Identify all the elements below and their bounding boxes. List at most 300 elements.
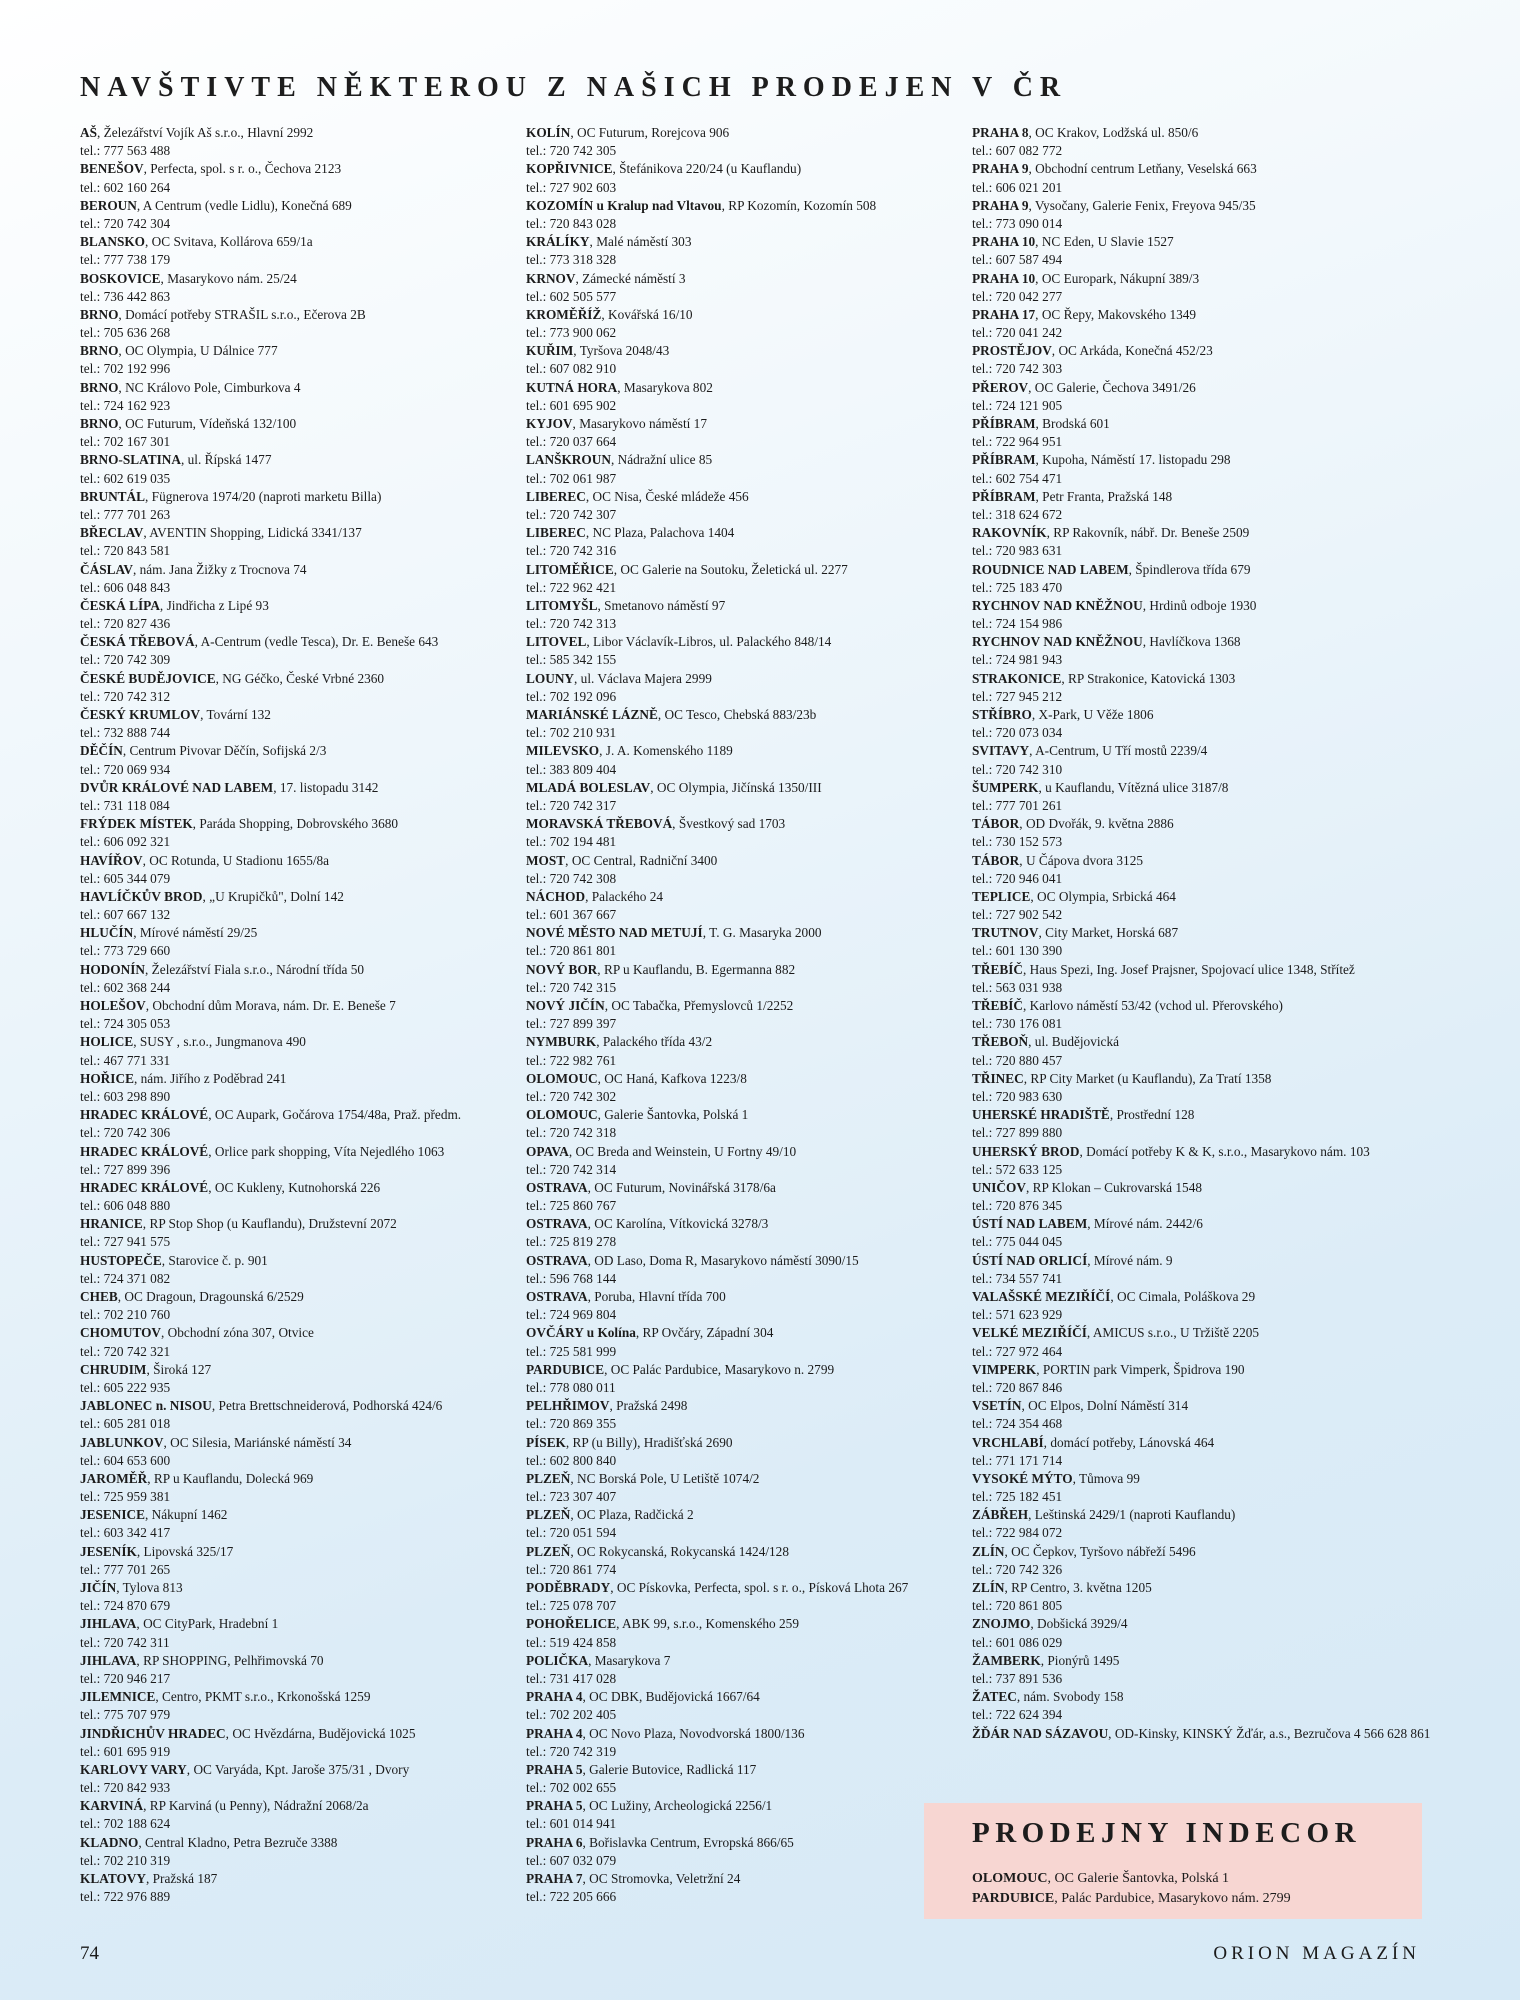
store-entry [972,306,1432,342]
store-address-line [526,1143,971,1161]
store-phone: tel.: 777 563 488 [80,143,171,159]
store-phone: tel.: 606 021 201 [972,179,1063,195]
store-address-line [972,342,1432,360]
store-entry [526,1215,971,1251]
store-entry [526,1361,971,1397]
store-city: PRAHA 17 [972,306,1036,322]
store-entry [80,742,525,778]
store-entry [526,924,971,960]
store-phone: tel.: 702 061 987 [526,470,617,486]
store-address: , OD Dvořák, 9. května 2886 [1019,816,1174,832]
store-entry [972,742,1432,778]
store-city: VELKÉ MEZIŘÍČÍ [972,1325,1087,1341]
store-address: , Štefánikova 220/24 (u Kauflandu) [612,161,802,177]
store-city: BRNO [80,416,119,431]
store-address: , Dobšická 3929/4 [1030,1616,1128,1632]
store-phone: tel.: 775 707 979 [80,1707,171,1723]
store-entry [80,997,525,1033]
store-address-line [80,233,525,251]
store-entry [80,1397,525,1433]
store-address-line [80,197,525,215]
store-entry [526,415,971,451]
store-address-line [526,633,971,651]
store-address: , Fügnerova 1974/20 (naproti marketu Billa) [145,488,382,504]
store-phone: tel.: 318 624 672 [972,506,1063,522]
store-address: , OC Europark, Nákupní 389/3 [1035,270,1200,286]
store-address-line [80,1434,525,1452]
store-address: , Pražská 187 [146,1871,218,1886]
store-address-line [972,633,1432,651]
store-address: , Masarykovo náměstí 17 [572,416,707,431]
store-address-line [972,1652,1432,1670]
store-entry [972,997,1432,1033]
store-address: , RP Rakovník, nábř. Dr. Beneše 2509 [1046,525,1250,541]
store-entry [972,1252,1432,1288]
store-phone: tel.: 605 281 018 [80,1416,171,1432]
store-phone: tel.: 736 442 863 [80,288,171,304]
store-address-line [972,597,1432,615]
store-phone: tel.: 720 742 303 [972,361,1063,377]
store-address-line [972,742,1432,760]
store-city: PRAHA 4 [526,1689,583,1705]
store-phone: tel.: 720 867 846 [972,1379,1063,1395]
store-address: , Karlovo náměstí 53/42 (vchod ul. Přerovského) [1023,998,1283,1013]
store-entry [80,451,525,487]
store-entry [972,1179,1432,1215]
store-city: PRAHA 6 [526,1834,583,1850]
store-entry [526,1397,971,1433]
store-city: VYSOKÉ MÝTO [972,1470,1073,1486]
store-address-line [526,1397,971,1415]
store-entry [526,961,971,997]
store-address-line [80,1870,525,1888]
store-address-line [80,706,525,724]
store-city: KOLÍN [526,125,571,140]
store-city: ČESKÁ LÍPA [80,597,160,613]
store-entry [526,1070,971,1106]
store-entry [526,1688,971,1724]
store-address: , J. A. Komenského 1189 [599,743,733,759]
store-address: , City Market, Horská 687 [1038,925,1179,941]
store-address-line [80,270,525,288]
store-address: , Starovice č. p. 901 [161,1252,268,1268]
store-phone: tel.: 702 202 405 [526,1707,617,1723]
store-address: , OC Stromovka, Veletržní 24 [582,1871,741,1886]
store-entry [80,1797,525,1833]
store-address-line [80,888,525,906]
store-phone: tel.: 727 902 603 [526,179,617,195]
store-address-line [80,1652,525,1670]
store-address: , RP u Kauflandu, B. Egermanna 882 [597,961,796,977]
indecor-address: , OC Galerie Šantovka, Polská 1 [1047,1871,1230,1886]
store-phone: tel.: 705 636 268 [80,325,171,341]
store-city: NYMBURK [526,1034,597,1050]
store-address: , OC Hvězdárna, Budějovická 1025 [225,1725,416,1741]
store-address-line [80,561,525,579]
store-entry [526,1761,971,1797]
store-address: , ul. Budějovická [1028,1034,1120,1050]
store-address-line [526,1324,971,1342]
store-entry [526,1106,971,1142]
store-address-line [80,306,525,324]
store-entry [972,961,1432,997]
store-address: , X-Park, U Věže 1806 [1031,707,1154,722]
store-address: , AVENTIN Shopping, Lidická 3341/137 [143,525,362,541]
store-city: LITOMĚŘICE [526,561,614,577]
store-entry [80,270,525,306]
store-address-line [80,597,525,615]
store-city: JABLONEC n. NISOU [80,1398,212,1414]
store-entry [80,1470,525,1506]
store-address-line [526,1761,971,1779]
store-entry [972,1215,1432,1251]
store-city: PARDUBICE [526,1361,605,1377]
store-address: , OC Lužiny, Archeologická 2256/1 [582,1798,773,1814]
store-phone: tel.: 724 981 943 [972,652,1063,668]
store-address: , OC Elpos, Dolní Náměstí 314 [1021,1398,1189,1414]
store-address-line [526,1652,971,1670]
store-phone: tel.: 720 073 034 [972,725,1063,741]
store-address: , Orlice park shopping, Víta Nejedlého 1063 [208,1143,445,1159]
store-city: PLZEŇ [526,1507,571,1523]
store-city: ČÁSLAV [80,561,133,577]
store-address-line [972,197,1432,215]
store-phone: tel.: 702 167 301 [80,434,171,450]
store-address-line [80,1252,525,1270]
store-city: AŠ [80,125,97,140]
store-city: KOZOMÍN u Kralup nad Vltavou [526,197,722,213]
store-address-line [80,670,525,688]
store-phone: tel.: 724 870 679 [80,1598,171,1614]
store-address: , Domácí potřeby K & K, s.r.o., Masarykovo nám. 103 [1079,1143,1370,1159]
store-address: , OC Novo Plaza, Novodvorská 1800/136 [582,1725,805,1741]
store-entry [972,706,1432,742]
store-entry [972,1143,1432,1179]
store-entry [80,815,525,851]
store-phone: tel.: 724 162 923 [80,397,171,413]
store-entry [972,670,1432,706]
store-city: SVITAVY [972,743,1030,759]
store-entry [80,961,525,997]
store-phone: tel.: 720 742 317 [526,797,617,813]
store-address-line [972,706,1432,724]
store-city: OLOMOUC [526,1070,598,1086]
store-city: HRANICE [80,1216,143,1232]
store-address: , OC Haná, Kafkova 1223/8 [597,1070,747,1086]
store-phone: tel.: 720 742 312 [80,688,171,704]
store-address: , Tovární 132 [200,707,271,722]
store-entry [526,160,971,196]
store-entry [80,924,525,960]
store-city: LITOMYŠL [526,597,598,613]
store-city: ŽĎÁR NAD SÁZAVOU [972,1725,1109,1741]
store-phone: tel.: 571 623 929 [972,1307,1063,1323]
store-phone: tel.: 720 742 316 [526,543,617,559]
store-city: PRAHA 8 [972,125,1029,140]
store-address-line [80,488,525,506]
store-address: , RP City Market (u Kauflandu), Za Tratí 1358 [1023,1070,1272,1086]
store-address: , OC Breda and Weinstein, U Fortny 49/10 [568,1143,797,1159]
store-city: HRADEC KRÁLOVÉ [80,1107,209,1123]
store-phone: tel.: 720 946 217 [80,1670,171,1686]
store-phone: tel.: 601 130 390 [972,943,1063,959]
store-address: , Hrdinů odboje 1930 [1142,597,1257,613]
store-city: TÁBOR [972,816,1020,832]
store-address: , Domácí potřeby STRAŠIL s.r.o., Ečerova 2B [118,306,366,322]
store-address-line [972,1106,1432,1124]
store-address: , Brodská 601 [1035,416,1110,431]
store-phone: tel.: 720 861 805 [972,1598,1063,1614]
store-phone: tel.: 720 037 664 [526,434,617,450]
store-address: , OC Palác Pardubice, Masarykovo n. 2799 [604,1361,835,1377]
store-entry [526,488,971,524]
store-address-line [526,306,971,324]
store-city: DVŮR KRÁLOVÉ NAD LABEM [80,779,274,795]
store-address-line [526,1688,971,1706]
indecor-city: OLOMOUC [972,1871,1048,1886]
store-phone: tel.: 777 701 265 [80,1561,171,1577]
store-phone: tel.: 702 210 931 [526,725,617,741]
store-city: PROSTĚJOV [972,343,1052,359]
store-address-line [526,1543,971,1561]
store-city: ZLÍN [972,1580,1005,1595]
store-city: HODONÍN [80,961,146,977]
store-address: , Obchodní dům Morava, nám. Dr. E. Beneše 7 [145,998,396,1013]
store-address-line [526,1834,971,1852]
store-entry [526,779,971,815]
store-city: PŘÍBRAM [972,416,1036,431]
store-city: ČESKÁ TŘEBOVÁ [80,634,195,650]
store-entry [80,670,525,706]
indecor-store [972,1869,1412,1889]
store-address-line [80,852,525,870]
store-entry [526,1434,971,1470]
store-city: HRADEC KRÁLOVÉ [80,1143,209,1159]
store-entry [972,1579,1432,1615]
store-entry [972,379,1432,415]
store-address-line [526,1361,971,1379]
store-entry [526,997,971,1033]
store-address-line [972,379,1432,397]
store-address-line [972,561,1432,579]
store-phone: tel.: 602 754 471 [972,470,1063,486]
store-city: ŽAMBERK [972,1652,1041,1668]
store-phone: tel.: 778 080 011 [526,1379,616,1395]
store-city: KOPŘIVNICE [526,161,613,177]
store-entry [526,233,971,269]
store-city: KYJOV [526,416,573,431]
store-city: PRAHA 4 [526,1725,583,1741]
store-city: OSTRAVA [526,1252,588,1268]
store-address: , Nákupní 1462 [145,1507,228,1523]
store-entry [80,233,525,269]
store-city: VSETÍN [972,1398,1022,1414]
store-address-line [80,124,525,142]
store-phone: tel.: 724 354 468 [972,1416,1063,1432]
store-address: , Švestkový sad 1703 [672,816,786,832]
store-city: UNIČOV [972,1179,1026,1195]
store-city: ČESKÝ KRUMLOV [80,707,201,722]
store-address: , Centro, PKMT s.r.o., Krkonošská 1259 [155,1689,371,1705]
store-address: , NC Eden, U Slavie 1527 [1035,234,1174,250]
store-entry [972,1106,1432,1142]
store-address: , Malé náměstí 303 [589,234,692,250]
store-city: PRAHA 9 [972,197,1029,213]
store-city: TÁBOR [972,852,1020,868]
store-city: CHOMUTOV [80,1325,162,1341]
indecor-title: PRODEJNY INDECOR [972,1817,1362,1849]
store-address-line [80,1324,525,1342]
store-entry [972,451,1432,487]
store-entry [80,597,525,633]
store-address: , Perfecta, spol. s r. o., Čechova 2123 [143,161,342,177]
store-address: , 17. listopadu 3142 [273,779,379,795]
store-address-line [526,815,971,833]
store-city: KLATOVY [80,1871,147,1886]
store-entry [972,1506,1432,1542]
store-phone: tel.: 572 633 125 [972,1161,1063,1177]
store-phone: tel.: 605 222 935 [80,1379,171,1395]
store-address: , OC Futurum, Novinářská 3178/6a [587,1179,776,1195]
store-city: TEPLICE [972,888,1031,904]
store-address-line [526,779,971,797]
store-phone: tel.: 720 742 311 [80,1634,170,1650]
store-city: OSTRAVA [526,1216,588,1232]
store-city: OLOMOUC [526,1107,598,1123]
store-address-line [526,1215,971,1233]
store-city: STŘÍBRO [972,707,1032,722]
indecor-store [972,1889,1412,1909]
store-address: , Vysočany, Galerie Fenix, Freyova 945/35 [1028,197,1256,213]
store-address-line [972,1288,1432,1306]
store-address-line [526,270,971,288]
store-address: , RP Stop Shop (u Kauflandu), Družstevní 2072 [142,1216,397,1232]
store-entry [972,233,1432,269]
store-address-line [526,1179,971,1197]
store-address-line [972,779,1432,797]
store-address-line [80,415,525,433]
store-address-line [972,1434,1432,1452]
store-entry [972,488,1432,524]
store-entry [972,924,1432,960]
store-city: LITOVEL [526,634,587,650]
store-entry [972,1615,1432,1651]
store-phone: tel.: 702 002 655 [526,1780,617,1796]
store-phone: tel.: 585 342 155 [526,652,617,668]
store-city: RYCHNOV NAD KNĚŽNOU [972,634,1143,650]
store-phone: tel.: 720 742 318 [526,1125,617,1141]
store-phone: tel.: 727 899 396 [80,1161,171,1177]
store-entry [972,1652,1432,1688]
store-city: PRAHA 7 [526,1871,583,1886]
store-entry [972,270,1432,306]
store-entry [80,1070,525,1106]
store-phone: tel.: 722 962 421 [526,579,617,595]
store-entry [80,1506,525,1542]
store-city: RYCHNOV NAD KNĚŽNOU [972,597,1143,613]
store-city: VALAŠSKÉ MEZIŘÍČÍ [972,1289,1111,1304]
store-phone: tel.: 720 051 594 [526,1525,617,1541]
store-address-line [526,706,971,724]
store-entry [972,124,1432,160]
store-address-line [80,1688,525,1706]
store-address: , Tyršova 2048/43 [573,343,670,359]
store-address-line [972,888,1432,906]
store-entry [80,1615,525,1651]
store-address: , nám. Jana Žižky z Trocnova 74 [132,561,307,577]
store-entry [80,561,525,597]
store-city: DĚČÍN [80,743,123,759]
store-city: TŘEBÍČ [972,998,1023,1013]
store-entry [80,415,525,451]
store-phone: tel.: 773 900 062 [526,325,617,341]
store-phone: tel.: 720 742 326 [972,1561,1063,1577]
store-address-line [526,742,971,760]
store-city: ÚSTÍ NAD ORLICÍ [972,1252,1088,1268]
store-address: , OC Silesia, Mariánské náměstí 34 [163,1434,352,1450]
store-entry [526,597,971,633]
store-entry [80,197,525,233]
store-city: TŘEBÍČ [972,961,1023,977]
store-city: BENEŠOV [80,161,144,177]
store-entry [526,1543,971,1579]
store-entry [526,1579,971,1615]
store-address: , OC Galerie na Soutoku, Želetická ul. 2277 [613,561,848,577]
store-address-line [972,1033,1432,1051]
store-entry [972,1688,1432,1724]
store-address: , T. G. Masaryka 2000 [702,925,822,941]
store-phone: tel.: 602 368 244 [80,979,171,995]
store-phone: tel.: 720 843 581 [80,543,171,559]
store-entry [526,1834,971,1870]
store-city: HAVLÍČKŮV BROD [80,888,203,904]
store-phone: tel.: 720 742 306 [80,1125,171,1141]
store-entry [526,1143,971,1179]
store-city: LOUNY [526,670,575,686]
store-address: , Poruba, Hlavní třída 700 [587,1289,726,1304]
store-phone: tel.: 720 742 313 [526,616,617,632]
store-phone: tel.: 702 188 624 [80,1816,171,1832]
store-entry [80,124,525,160]
store-phone: tel.: 720 869 355 [526,1416,617,1432]
store-address: , NG Géčko, České Vrbné 2360 [215,670,385,686]
store-phone: tel.: 773 090 014 [972,215,1063,231]
store-address: , NC Borská Pole, U Letiště 1074/2 [570,1470,760,1486]
store-phone: tel.: 605 344 079 [80,870,171,886]
store-phone: tel.: 607 587 494 [972,252,1063,268]
store-address-line [526,1797,971,1815]
store-city: JINDŘICHŮV HRADEC [80,1725,226,1741]
store-phone: tel.: 702 194 481 [526,834,617,850]
store-city: KLADNO [80,1834,139,1850]
store-entry [972,1361,1432,1397]
store-address: , A Centrum (vedle Lidlu), Konečná 689 [136,197,352,213]
store-address-line [972,451,1432,469]
store-phone: tel.: 731 417 028 [526,1670,617,1686]
store-entry [80,1543,525,1579]
store-phone: tel.: 606 092 321 [80,834,171,850]
store-address-line [972,961,1432,979]
store-city: NOVÝ BOR [526,961,598,977]
store-address: , ul. Václava Majera 2999 [574,670,712,686]
store-phone: tel.: 727 945 212 [972,688,1063,704]
store-phone: tel.: 601 086 029 [972,1634,1063,1650]
store-address: , OC Central, Radniční 3400 [565,852,718,868]
store-address-line [526,415,971,433]
store-city: TŘEBOŇ [972,1034,1029,1050]
store-entry [526,197,971,233]
store-city: OSTRAVA [526,1289,588,1304]
